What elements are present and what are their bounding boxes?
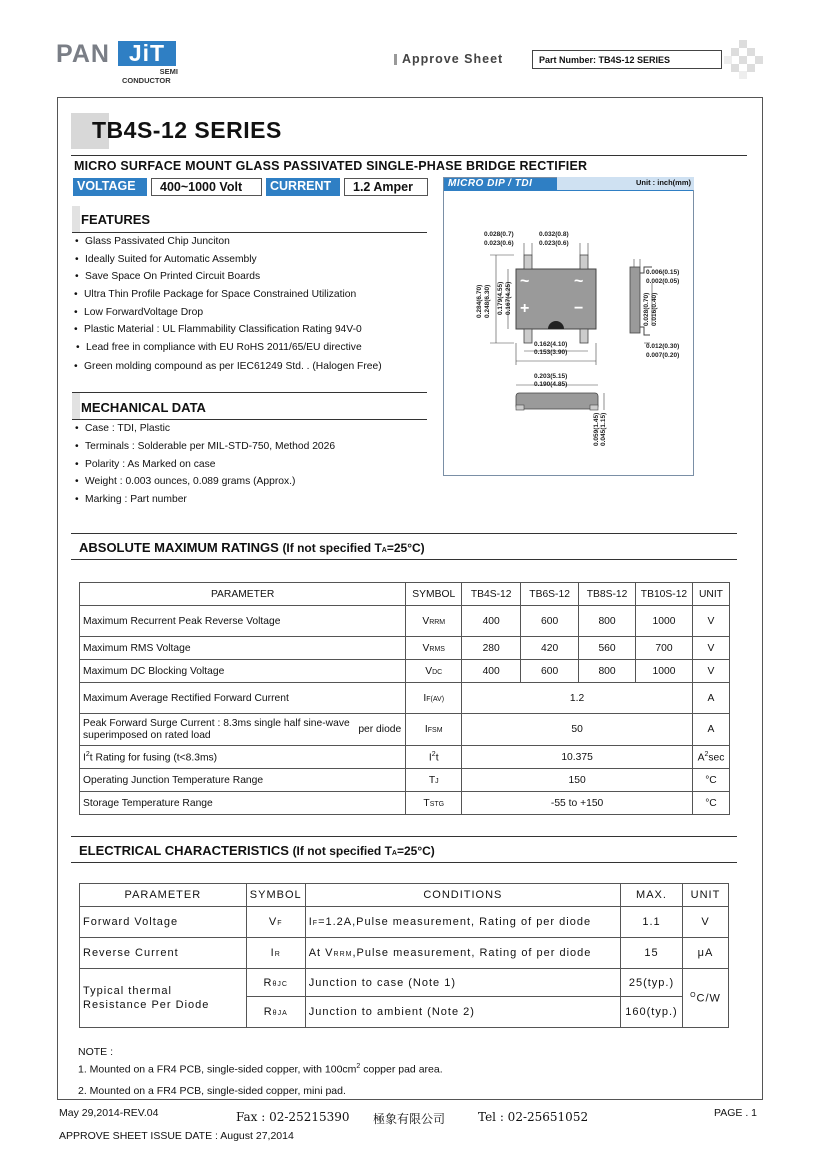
value-cell: 150 (462, 769, 693, 792)
value-cell: 560 (579, 637, 636, 660)
feature-item: • Save Space On Printed Circuit Boards (85, 271, 260, 282)
dim-label: 0.284(6.70) (476, 284, 483, 318)
param-note: per diode (358, 724, 402, 735)
value-cell: 400 (462, 606, 521, 637)
table-row (80, 637, 730, 660)
param-cell: Maximum Average Rectified Forward Current (80, 683, 406, 714)
package-title: MICRO DIP / TDI (448, 178, 533, 189)
approve-sheet-label: Approve Sheet (402, 52, 504, 66)
mechanical-item: • Polarity : As Marked on case (85, 459, 216, 470)
current-value: 1.2 Amper (344, 178, 428, 196)
feature-item: • Ultra Thin Profile Package for Space Constrained Utilization (84, 289, 356, 300)
product-subtitle: MICRO SURFACE MOUNT GLASS PASSIVATED SINGLE-PHASE BRIDGE RECTIFIER (74, 159, 588, 173)
symbol-cell: TJ (406, 769, 462, 792)
mechanical-heading: MECHANICAL DATA (81, 400, 206, 415)
unit-cell: V (682, 907, 728, 938)
ac-symbol-1: ~ (520, 273, 530, 290)
header-cell: TB10S-12 (636, 583, 693, 606)
table-row (80, 660, 730, 683)
header-cell: UNIT (682, 884, 728, 907)
dim-label: 0.179(4.55) (497, 281, 504, 315)
mechanical-item: • Terminals : Solderable per MIL-STD-750, Method 2026 (85, 441, 335, 452)
voltage-value: 400~1000 Volt (151, 178, 262, 196)
header-cell: TB8S-12 (579, 583, 636, 606)
package-unit-bar (557, 177, 694, 190)
value-cell: 800 (579, 606, 636, 637)
note-1: 1. Mounted on a FR4 PCB, single-sided copper, with $100cm^2$ copper pad area. (78, 1063, 443, 1076)
revision-date: May 29,2014-REV.04 (59, 1107, 159, 1119)
max-cell: 1.1 (621, 907, 683, 938)
max-cell: 160(typ.) (621, 997, 683, 1028)
unit-cell: V (692, 606, 729, 637)
dim-label: 0.012(0.30) (646, 343, 680, 350)
fax-number: Fax : 02-25215390 (236, 1110, 350, 1124)
unit-cell: °C (692, 792, 729, 815)
package-body-end-view (516, 393, 598, 409)
issue-date: APPROVE SHEET ISSUE DATE : August 27,2014 (59, 1130, 294, 1142)
header-cell: PARAMETER (80, 583, 406, 606)
mechanical-item: • Marking : Part number (85, 494, 187, 505)
table-row (80, 606, 730, 637)
header-cell: UNIT (692, 583, 729, 606)
value-cell: 400 (462, 660, 521, 683)
symbol-cell: VRRM (406, 606, 462, 637)
dim-label: 0.248(6.30) (484, 284, 491, 318)
part-number-box: Part Number: TB4S-12 SERIES (532, 50, 722, 69)
symbol-cell: VDC (406, 660, 462, 683)
symbol-cell: RθJA (246, 997, 305, 1028)
features-heading: FEATURES (81, 212, 151, 227)
header-cell: CONDITIONS (305, 884, 620, 907)
ratings-heading (79, 540, 425, 555)
value-cell: 420 (521, 637, 579, 660)
dim-label: 0.023(0.6) (539, 240, 569, 247)
unit-cell: °C (692, 769, 729, 792)
param-cell: Forward Voltage (80, 907, 247, 938)
page-number: PAGE . 1 (714, 1107, 757, 1119)
value-cell: -55 to +150 (462, 792, 693, 815)
elec-heading (79, 843, 435, 858)
dim-label: 0.007(0.20) (646, 352, 680, 359)
param-cell: Maximum DC Blocking Voltage (80, 660, 406, 683)
table-row (80, 938, 729, 969)
param-cell: Reverse Current (80, 938, 247, 969)
features-tab (72, 206, 80, 232)
voltage-tag: VOLTAGE (73, 178, 147, 196)
symbol-cell: $I^2t$ (406, 746, 462, 769)
header-cell: TB4S-12 (462, 583, 521, 606)
mechanical-top-divider (72, 392, 427, 393)
dim-label: 0.002(0.05) (646, 278, 680, 285)
value-cell: 800 (579, 660, 636, 683)
table-row (80, 907, 729, 938)
ratings-top-divider (71, 533, 737, 534)
value-cell: 280 (462, 637, 521, 660)
ratings-divider (71, 559, 737, 560)
header-cell: PARAMETER (80, 884, 247, 907)
param-line: Resistance Per Diode (83, 999, 210, 1011)
unit-cell: μA (682, 938, 728, 969)
symbol-cell: IR (246, 938, 305, 969)
conditions-cell: IF=1.2A,Pulse measurement, Rating of per diode (305, 907, 620, 938)
logo-jit-text: JiT (118, 41, 176, 66)
symbol-cell: VRMS (406, 637, 462, 660)
feature-item: • Plastic Material : UL Flammability Classification Rating 94V-0 (84, 324, 362, 335)
header-cell: MAX. (621, 884, 683, 907)
conditions-cell: At VRRM,Pulse measurement, Rating of per diode (305, 938, 620, 969)
package-unit: Unit : inch(mm) (636, 178, 691, 187)
unit-cell: A (692, 683, 729, 714)
param-cell: Maximum Recurrent Peak Reverse Voltage (80, 606, 406, 637)
notes-heading: NOTE : (78, 1046, 114, 1058)
table-row (80, 969, 729, 997)
table-header-row (80, 583, 730, 606)
dim-label: 0.016(0.40) (651, 292, 658, 326)
logo-semi-text: SEMI (159, 67, 178, 76)
header-cell: TB6S-12 (521, 583, 579, 606)
dim-label: 0.167(4.25) (505, 281, 512, 315)
param-cell: $I^2t$ Rating for fusing (t<8.3ms) (80, 746, 406, 769)
features-divider (72, 232, 427, 233)
param-cell (80, 969, 247, 1028)
unit-cell: $^O$C/W (682, 969, 728, 1028)
value-cell: 10.375 (462, 746, 693, 769)
conditions-cell: Junction to ambient (Note 2) (305, 997, 620, 1028)
dim-label: 0.006(0.15) (646, 269, 680, 276)
checker-decoration-icon (724, 40, 762, 78)
param-line: Peak Forward Surge Current : 8.3ms single half sine-wave (83, 717, 350, 729)
electrical-table (79, 883, 729, 1028)
elec-top-divider (71, 836, 737, 837)
logo-conductor-text: CONDUCTOR (122, 76, 171, 85)
param-line: superimposed on rated load (83, 729, 211, 741)
param-cell: Maximum RMS Voltage (80, 637, 406, 660)
mechanical-divider (72, 419, 427, 420)
table-header-row (80, 884, 729, 907)
ratings-condition: (If not specified TA=25°C) (282, 541, 425, 555)
mechanical-item: • Case : TDI, Plastic (85, 423, 170, 434)
dim-label: 0.162(4.10) (534, 341, 568, 348)
conditions-cell: Junction to case (Note 1) (305, 969, 620, 997)
dim-label: 0.203(5.15) (534, 373, 568, 380)
elec-divider (71, 862, 737, 863)
feature-item: • Glass Passivated Chip Junciton (85, 236, 230, 247)
feature-item: • Lead free in compliance with EU RoHS 2011/65/EU directive (86, 342, 362, 353)
table-row (80, 746, 730, 769)
absolute-ratings-table (79, 582, 730, 815)
symbol-cell: RθJC (246, 969, 305, 997)
dim-label: 0.032(0.8) (539, 231, 569, 238)
value-cell: 600 (521, 660, 579, 683)
page-title: TB4S-12 SERIES (92, 117, 282, 143)
table-row (80, 683, 730, 714)
value-cell: 700 (636, 637, 693, 660)
unit-cell: $A^2\sec$ (692, 746, 729, 769)
param-cell (80, 714, 406, 746)
param-line: Typical thermal (83, 985, 172, 997)
current-tag: CURRENT (266, 178, 340, 196)
unit-cell: A (692, 714, 729, 746)
value-cell: 600 (521, 606, 579, 637)
symbol-cell: IF(AV) (406, 683, 462, 714)
param-cell: Storage Temperature Range (80, 792, 406, 815)
package-body-side-view (630, 267, 640, 333)
minus-symbol: − (574, 300, 584, 317)
tel-number: Tel : 02-25651052 (478, 1110, 589, 1124)
mechanical-item: • Weight : 0.003 ounces, 0.089 grams (Approx.) (85, 476, 295, 487)
symbol-cell: IFSM (406, 714, 462, 746)
value-cell: 1000 (636, 660, 693, 683)
note-2: 2. Mounted on a FR4 PCB, single-sided copper, mini pad. (78, 1085, 346, 1097)
feature-item: • Green molding compound as per IEC61249 Std. . (Halogen Free) (84, 361, 382, 372)
header-cell: SYMBOL (406, 583, 462, 606)
feature-item: • Ideally Suited for Automatic Assembly (85, 254, 257, 265)
value-cell: 50 (462, 714, 693, 746)
value-cell: 1000 (636, 606, 693, 637)
dim-label: 0.153(3.90) (534, 349, 568, 356)
company-name: 極象有限公司 (373, 1112, 446, 1126)
elec-heading-text: ELECTRICAL CHARACTERISTICS (79, 843, 289, 858)
max-cell: 25(typ.) (621, 969, 683, 997)
elec-condition: (If not specified TA=25°C) (292, 844, 435, 858)
plus-symbol: + (520, 300, 530, 317)
symbol-cell: VF (246, 907, 305, 938)
symbol-cell: TSTG (406, 792, 462, 815)
max-cell: 15 (621, 938, 683, 969)
feature-item: • Low ForwardVoltage Drop (84, 307, 203, 318)
table-row (80, 714, 730, 746)
table-row (80, 769, 730, 792)
table-row (80, 792, 730, 815)
param-cell: Operating Junction Temperature Range (80, 769, 406, 792)
ratings-heading-text: ABSOLUTE MAXIMUM RATINGS (79, 540, 279, 555)
title-divider (71, 155, 747, 156)
logo-pan-text: PAN (56, 40, 110, 68)
dim-label: 0.190(4.85) (534, 381, 568, 388)
dim-label: 0.028(0.7) (484, 231, 514, 238)
header-cell: SYMBOL (246, 884, 305, 907)
dim-label: 0.059(1.45) (593, 412, 600, 446)
value-cell: 1.2 (462, 683, 693, 714)
dim-label: 0.028(0.70) (643, 292, 650, 326)
dim-label: 0.023(0.6) (484, 240, 514, 247)
unit-cell: V (692, 637, 729, 660)
ac-symbol-2: ~ (574, 273, 584, 290)
mechanical-tab (72, 393, 80, 419)
unit-cell: V (692, 660, 729, 683)
dim-label: 0.045(1.15) (600, 412, 607, 446)
